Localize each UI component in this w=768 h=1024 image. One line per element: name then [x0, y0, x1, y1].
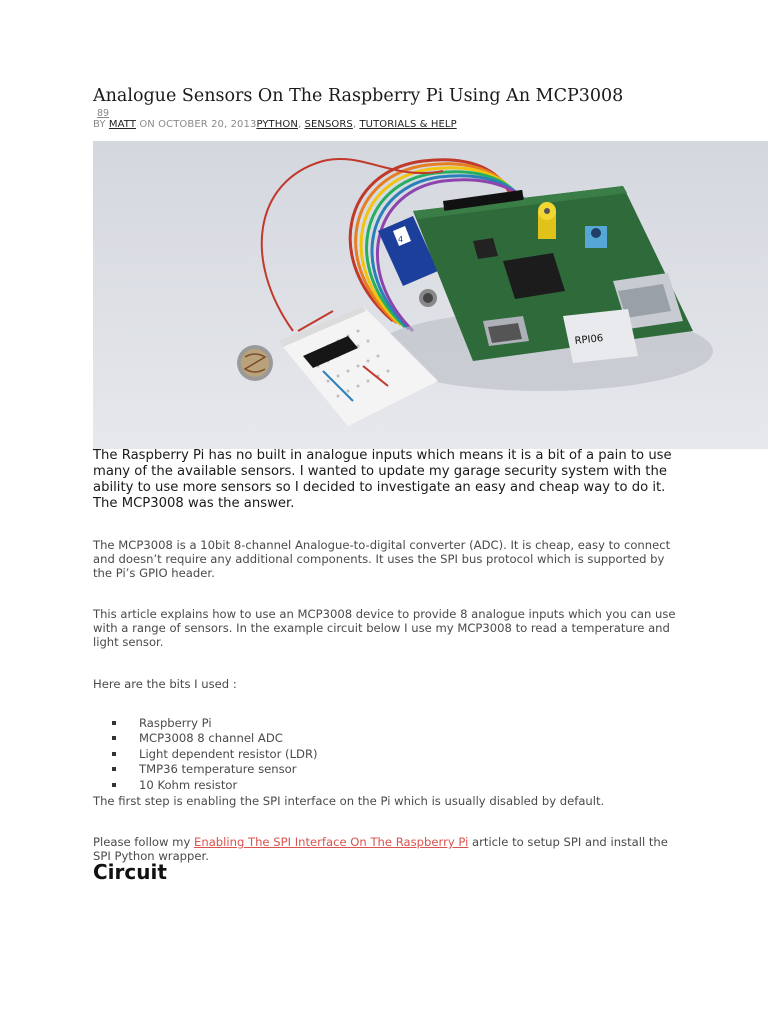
bullet-icon [112, 767, 116, 771]
list-item: MCP3008 8 channel ADC [93, 731, 318, 746]
spi-article-link[interactable]: Enabling The SPI Interface On The Raspberry Pi [194, 835, 469, 849]
paragraph-spi-step: The first step is enabling the SPI interface on the Pi which is usually disabled by default. [93, 794, 605, 808]
article-photo [93, 141, 768, 449]
category-link-tutorials[interactable]: TUTORIALS & HELP [359, 119, 457, 130]
bullet-icon [112, 736, 116, 740]
sd-card-label: 4 [398, 235, 404, 244]
category-link-python[interactable]: PYTHON [256, 119, 298, 130]
paragraph-article-overview: This article explains how to use an MCP3008 device to provide 8 analogue inputs which you can use with a range of sensors. In the example circuit below I use my MCP3008 to read a temperature and light sensor. [93, 607, 676, 649]
category-separator: , [352, 119, 360, 130]
parts-list [93, 716, 318, 793]
intro-paragraph: The Raspberry Pi has no built in analogue inputs which means it is a bit of a pain to use many of the available sensors. I wanted to update my garage security system with the ability to use more sensors so I decided to investigate an easy and cheap way to do it. The MCP3008 was the answer. [93, 448, 672, 511]
bullet-icon [112, 721, 116, 725]
meta-by: BY [93, 119, 106, 130]
list-item: Light dependent resistor (LDR) [93, 747, 318, 762]
page-title: Analogue Sensors On The Raspberry Pi Using An MCP3008 [93, 86, 624, 106]
paragraph-bits-used: Here are the bits I used : [93, 677, 237, 691]
list-item: TMP36 temperature sensor [93, 762, 318, 777]
category-link-sensors[interactable]: SENSORS [304, 119, 353, 130]
section-heading-circuit: Circuit [93, 860, 167, 884]
comment-count-link[interactable]: 89 [97, 108, 110, 119]
category-separator: , [297, 119, 305, 130]
list-item: 10 Kohm resistor [93, 778, 318, 793]
light-sensor [237, 345, 273, 381]
article-meta [93, 119, 457, 130]
bullet-icon [112, 752, 116, 756]
author-link[interactable]: MATT [108, 119, 137, 130]
paragraph-adc: The MCP3008 is a 10bit 8-channel Analogue-to-digital converter (ADC). It is cheap, easy to connect and doesn’t require any additional components. It uses the SPI bus protocol which is supported by the Pi’s GPIO header. [93, 538, 671, 580]
paragraph-spi-link: Please follow my Enabling The SPI Interface On The Raspberry Pi article to setup SPI and install the SPI Python wrapper. [93, 835, 668, 863]
case-label: RPI06 [574, 333, 604, 347]
list-item: Raspberry Pi [93, 716, 318, 731]
meta-date: ON OCTOBER 20, 2013 [136, 119, 257, 130]
bullet-icon [112, 783, 116, 787]
